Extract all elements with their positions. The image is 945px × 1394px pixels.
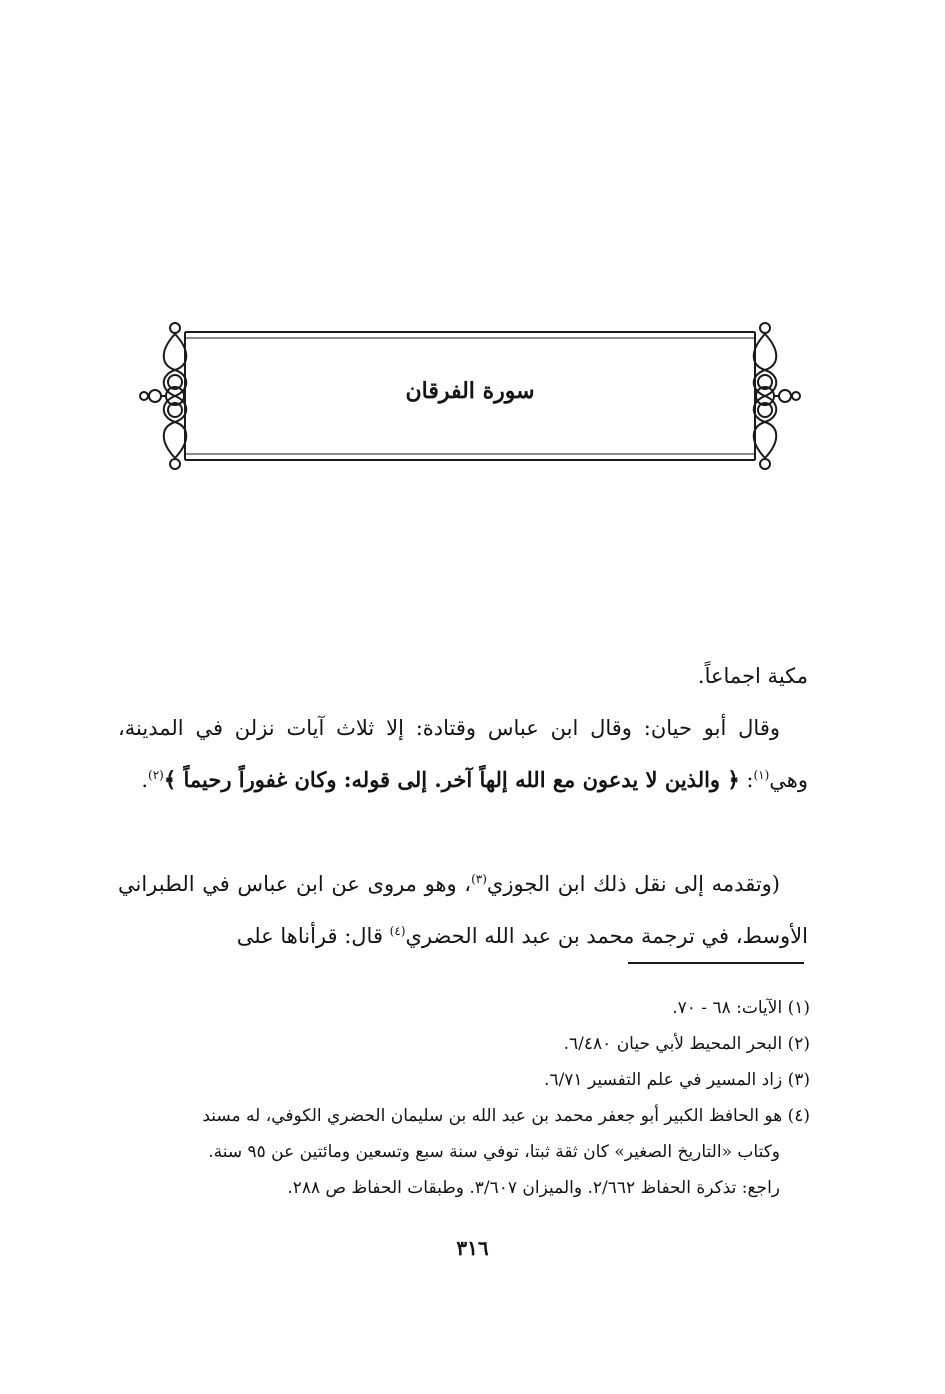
footnote-2: (٢) البحر المحيط لأبي حيان ٦/٤٨٠.	[563, 1034, 810, 1054]
footnote-ref-3: (٣)	[471, 872, 487, 886]
surah-title: سورة الفرقان	[405, 378, 535, 404]
page-number: ٣١٦	[456, 1236, 489, 1260]
para2-colon: :	[739, 768, 754, 792]
footnote-ref-4: (٤)	[389, 924, 406, 938]
paragraph-ibn-jawzi	[118, 858, 808, 962]
quranic-quote: ﴿ والذين لا يدعون مع الله إلهاً آخر. إلى قوله: وكان غفوراً رحيماً ﴾	[163, 767, 740, 792]
footnotes	[118, 990, 810, 1206]
para3-text-a: (وتقدمه إلى نقل ذلك ابن الجوزي	[486, 872, 781, 896]
para2-intro-text: وقال أبو حيان: وقال ابن عباس وقتادة: إلا ثلاث آيات نزلن في المدينة، وهي	[118, 716, 808, 792]
footnote-3: (٣) زاد المسير في علم التفسير ٦/٧١.	[544, 1070, 810, 1090]
para3-text-c: قال: قرأناها على	[236, 924, 390, 948]
footnote-4-line-1: (٤) هو الحافظ الكبير أبو جعفر محمد بن عبد الله بن سليمان الحضري الكوفي، له مسند	[202, 1106, 810, 1126]
footnote-1: (١) الآيات: ٦٨ - ٧٠.	[672, 998, 810, 1018]
footnote-ref-1: (١)	[753, 768, 770, 782]
para3-text-b: ، وهو مروى عن ابن عباس في الطبراني الأوسط، في ترجمة محمد بن عبد الله الحضري	[118, 872, 808, 948]
right-knot-ornament	[754, 323, 800, 469]
paragraph-abu-hayyan	[118, 702, 808, 806]
footnote-separator	[628, 962, 804, 964]
left-knot-ornament	[140, 323, 186, 469]
footnote-ref-2: (٢)	[148, 768, 164, 782]
footnote-4-line-2: وكتاب «التاريخ الصغير» كان ثقة ثبتا، توفي سنة سبع وتسعين ومائتين عن ٩٥ سنة.	[208, 1142, 780, 1162]
paragraph-makkiya	[118, 650, 808, 702]
surah-title-frame	[130, 320, 810, 470]
para2-end: .	[141, 768, 149, 792]
makkiya-line: مكية اجماعاً.	[697, 664, 808, 688]
footnote-4-line-3: راجع: تذكرة الحفاظ ٢/٦٦٢. والميزان ٣/٦٠٧. وطبقات الحفاظ ص ٢٨٨.	[287, 1178, 780, 1198]
